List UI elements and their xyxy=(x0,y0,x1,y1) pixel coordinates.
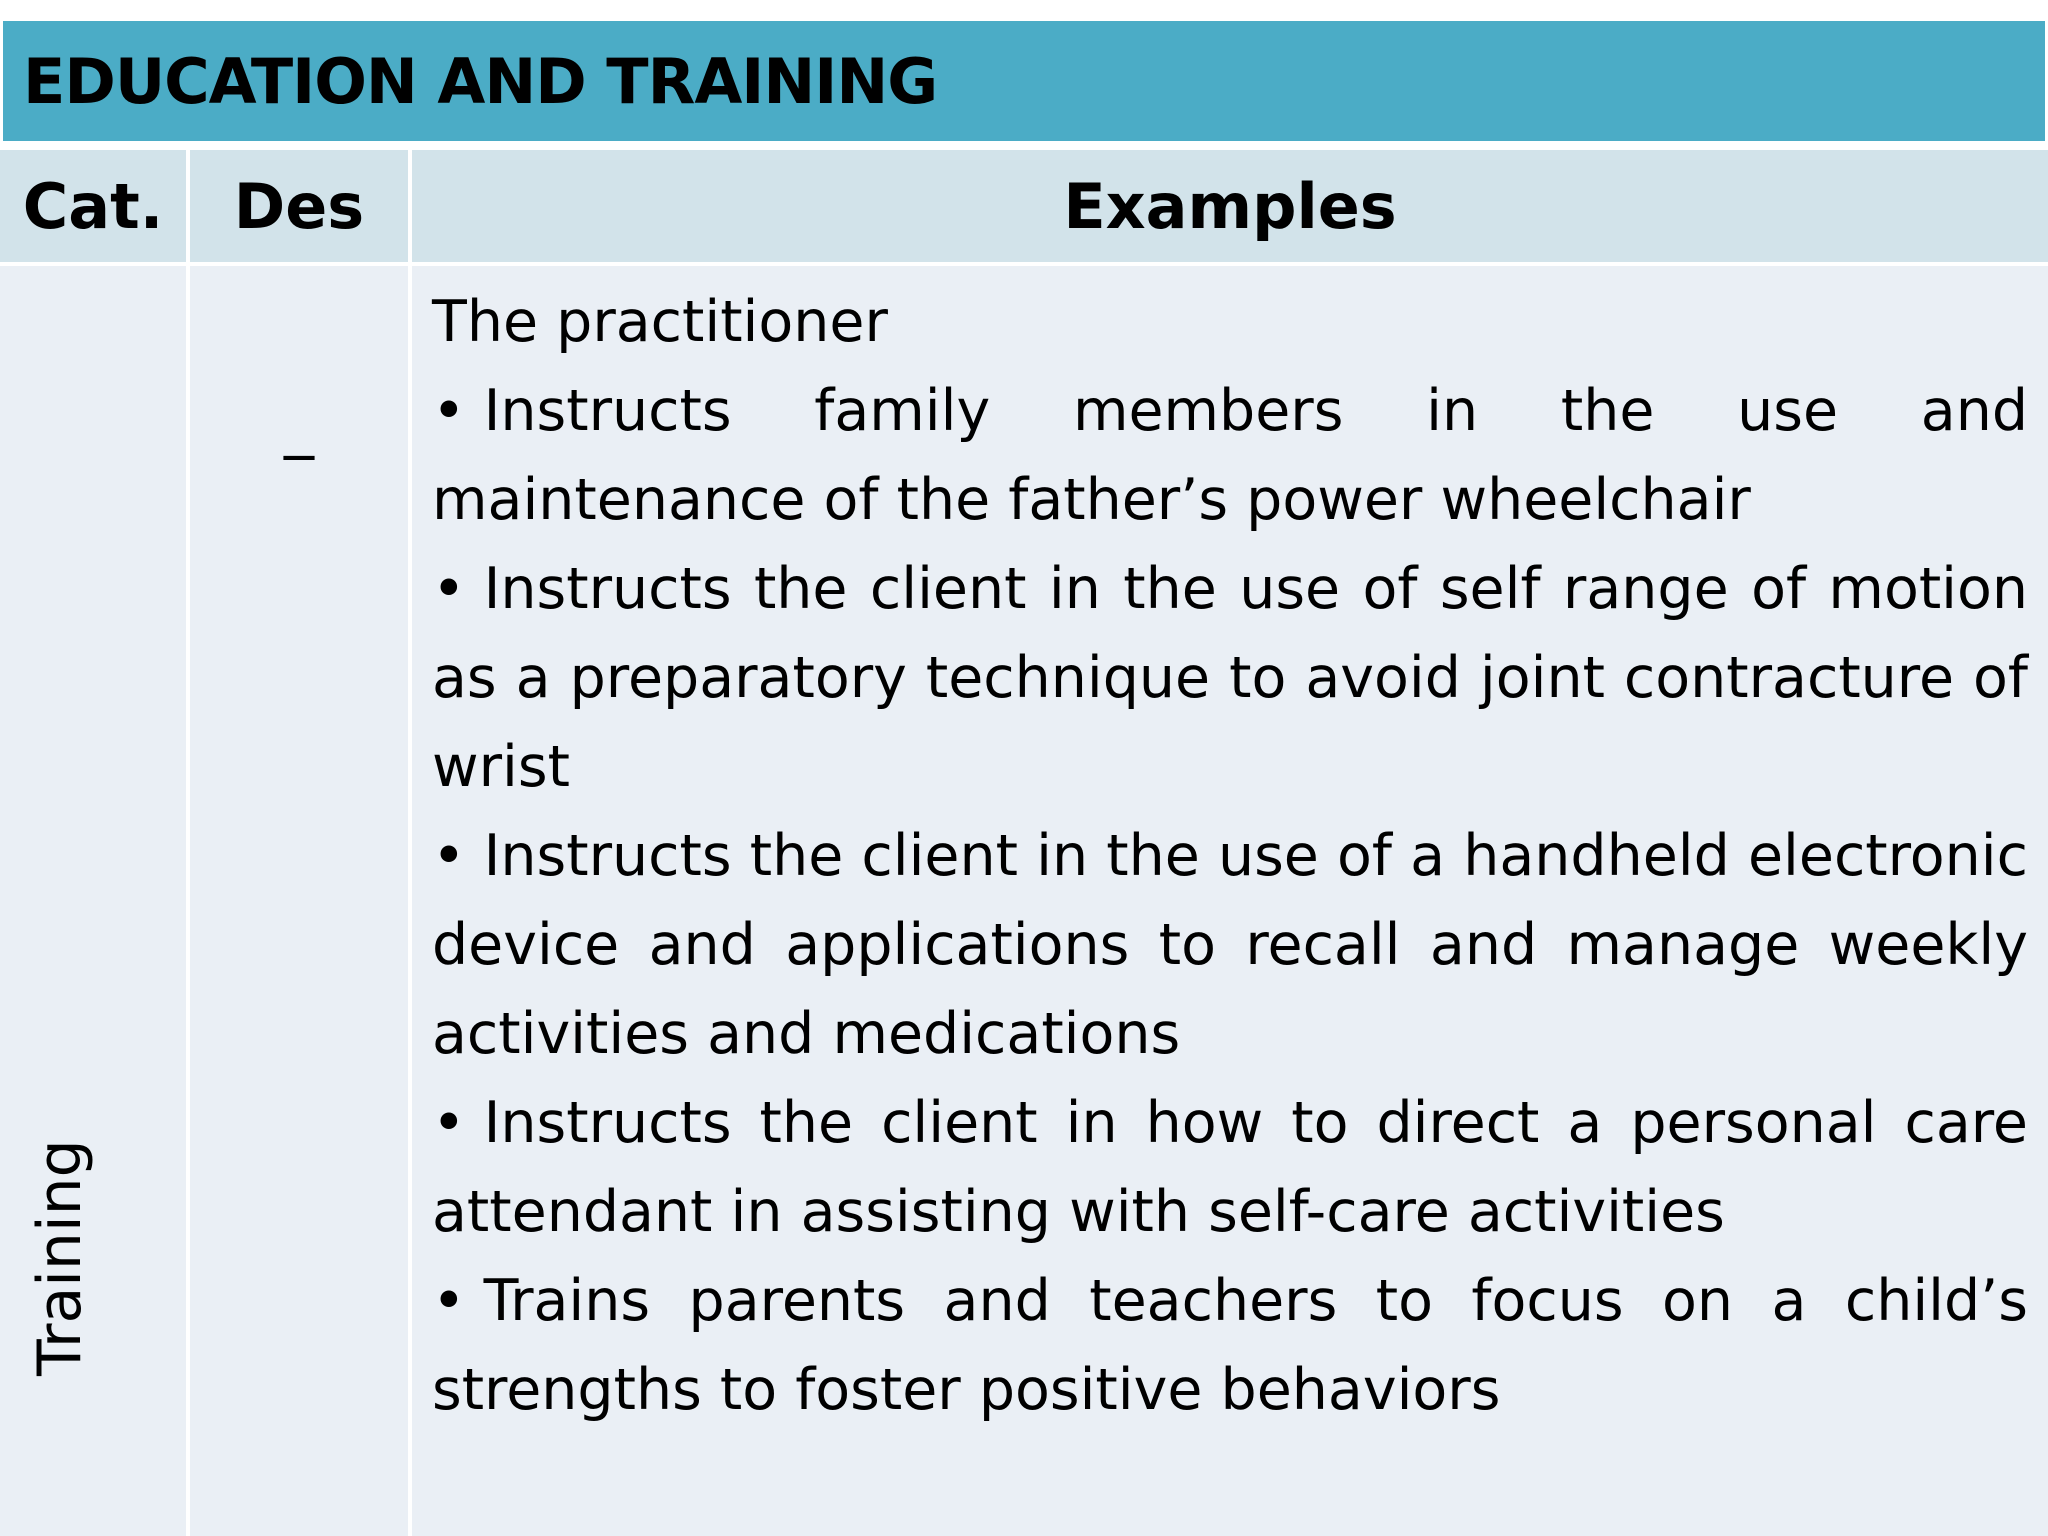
list-item-text: Trains parents and teachers to focus on a child’s strengths to foster positive behaviors xyxy=(432,1268,2028,1423)
examples-list xyxy=(432,278,2028,1435)
bullet-icon: • xyxy=(432,823,466,889)
list-item xyxy=(432,545,2028,812)
category-label: Training xyxy=(25,1139,95,1376)
examples-cell xyxy=(412,266,2048,1536)
slide-title: EDUCATION AND TRAINING xyxy=(23,44,938,118)
list-item xyxy=(432,367,2028,545)
list-item-text: Instructs family members in the use and maintenance of the father’s power wheelchair xyxy=(432,378,2028,533)
list-item-text: Instructs the client in the use of self range of motion as a preparatory technique to avoid joint contracture of wrist xyxy=(432,556,2028,800)
description-value: _ xyxy=(284,391,314,461)
bullet-icon: • xyxy=(432,556,466,622)
header-examples: Examples xyxy=(412,150,2048,262)
title-bar xyxy=(0,18,2048,144)
list-item-text: Instructs the client in how to direct a personal care attendant in assisting with self-care activities xyxy=(432,1090,2028,1245)
list-item xyxy=(432,1257,2028,1435)
examples-intro: The practitioner xyxy=(432,289,888,355)
header-category: Cat. xyxy=(0,150,186,262)
bullet-icon: • xyxy=(432,1268,466,1334)
header-description: Des xyxy=(190,150,408,262)
list-item-text: Instructs the client in the use of a handheld electronic device and applications to recall and manage weekly activities and medications xyxy=(432,823,2028,1067)
bullet-icon: • xyxy=(432,1090,466,1156)
bullet-icon: • xyxy=(432,378,466,444)
list-item xyxy=(432,1079,2028,1257)
description-cell xyxy=(190,266,408,1536)
list-item xyxy=(432,812,2028,1079)
category-cell xyxy=(0,266,186,1536)
